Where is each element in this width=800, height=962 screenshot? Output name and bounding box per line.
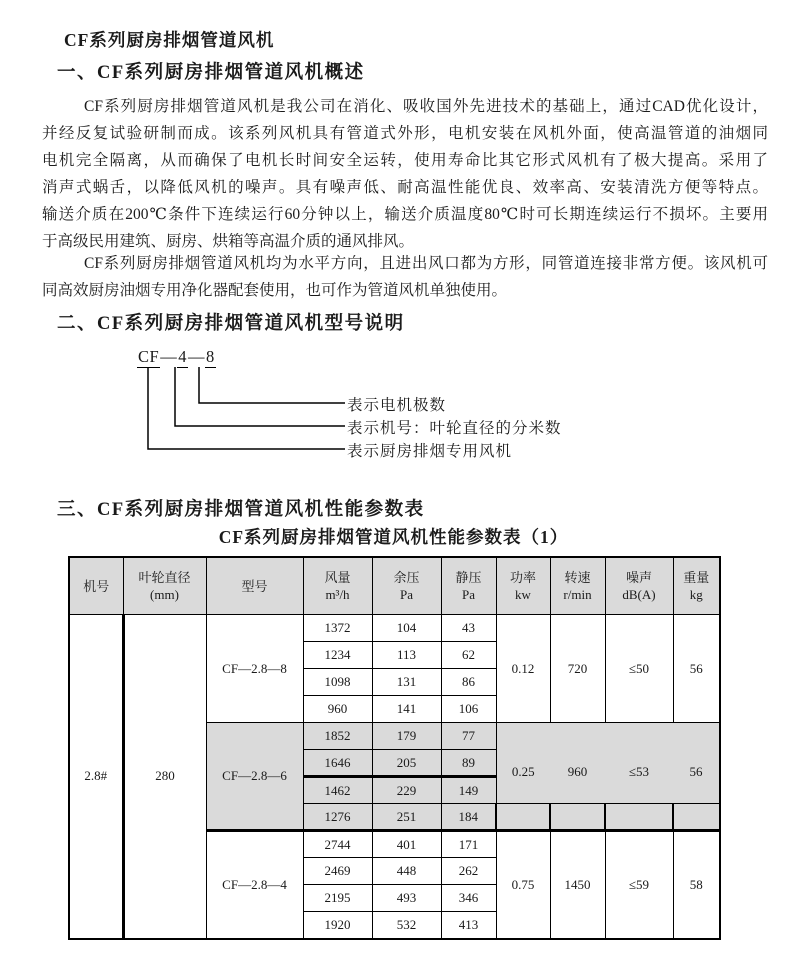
cell-machine-no: 2.8# xyxy=(69,615,123,939)
cell-residual-pressure: 532 xyxy=(372,912,441,939)
model-code xyxy=(137,347,216,367)
cell-airflow: 2469 xyxy=(303,858,372,885)
model-code-connector-lines xyxy=(140,366,350,456)
cell-residual-pressure: 493 xyxy=(372,885,441,912)
cell-weight: 56 xyxy=(673,723,720,804)
cell-airflow: 2195 xyxy=(303,885,372,912)
cell-impeller-diameter: 280 xyxy=(123,615,206,939)
cell-speed: 960 xyxy=(550,723,605,804)
cell-static-pressure: 62 xyxy=(441,642,496,669)
header-weight: 重量 kg xyxy=(673,557,720,615)
paragraph-line: 并经反复试验研制而成。该系列风机具有管道式外形，电机安装在风机外面，使高温管道的油烟同 xyxy=(42,125,768,142)
header-power: 功率 kw xyxy=(496,557,550,615)
model-label-poles: 表示电机极数 xyxy=(347,397,447,414)
paragraph-line: 输送介质在200℃条件下连续运行60分钟以上，输送介质温度80℃时可长期连续运行不损坏。主要用 xyxy=(42,206,768,223)
cell-residual-pressure: 448 xyxy=(372,858,441,885)
cell-static-pressure: 346 xyxy=(441,885,496,912)
connector-line-poles xyxy=(199,367,345,403)
model-code-part-size: 4 xyxy=(178,347,187,366)
cell-airflow: 1462 xyxy=(303,777,372,804)
cell-airflow: 960 xyxy=(303,696,372,723)
model-label-size: 表示机号：叶轮直径的分米数 xyxy=(347,420,562,437)
performance-table xyxy=(68,556,721,940)
cell-residual-pressure: 141 xyxy=(372,696,441,723)
cell-airflow: 1646 xyxy=(303,750,372,777)
header-noise: 噪声 dB(A) xyxy=(605,557,673,615)
cell-model: CF—2.8—6 xyxy=(206,723,303,831)
header-impeller-diameter: 叶轮直径 (mm) xyxy=(123,557,206,615)
section3-heading: 三、CF系列厨房排烟管道风机性能参数表 xyxy=(57,500,425,520)
cell-noise: ≤53 xyxy=(605,723,673,804)
header-static-pressure: 静压 Pa xyxy=(441,557,496,615)
paragraph-line: 于高级民用建筑、厨房、烘箱等高温介质的通风排风。 xyxy=(42,233,415,250)
cell-static-pressure: 171 xyxy=(441,831,496,858)
cell-noise: ≤59 xyxy=(605,831,673,939)
model-label-series: 表示厨房排烟专用风机 xyxy=(347,443,513,460)
cell-noise: ≤50 xyxy=(605,615,673,723)
cell-power: 0.12 xyxy=(496,615,550,723)
overview-paragraph-1 xyxy=(42,93,768,255)
cell-speed: 720 xyxy=(550,615,605,723)
cell-airflow: 2744 xyxy=(303,831,372,858)
performance-table-title: CF系列厨房排烟管道风机性能参数表（1） xyxy=(218,527,569,547)
cell-static-pressure: 86 xyxy=(441,669,496,696)
cell-airflow: 1276 xyxy=(303,804,372,831)
cell-airflow: 1852 xyxy=(303,723,372,750)
table-header-row xyxy=(69,557,720,615)
paragraph-line: 同高效厨房油烟专用净化器配套使用，也可作为管道风机单独使用。 xyxy=(42,282,508,299)
cell-static-pressure: 77 xyxy=(441,723,496,750)
table-row xyxy=(69,615,720,642)
cell-power: 0.75 xyxy=(496,831,550,939)
cell-airflow: 1920 xyxy=(303,912,372,939)
header-machine-no: 机号 xyxy=(69,557,123,615)
header-residual-pressure: 余压 Pa xyxy=(372,557,441,615)
section1-heading: 一、CF系列厨房排烟管道风机概述 xyxy=(57,63,365,83)
cell-static-pressure: 262 xyxy=(441,858,496,885)
cell-static-pressure: 149 xyxy=(441,777,496,804)
cell-weight: 58 xyxy=(673,831,720,939)
model-code-separator: — xyxy=(160,347,178,366)
paragraph-line: 电机完全隔离，从而确保了电机长时间安全运转，使用寿命比其它形式风机有了极大提高。采用了 xyxy=(42,152,768,169)
connector-line-series xyxy=(148,367,345,449)
cell-weight: 56 xyxy=(673,615,720,723)
cell-static-pressure: 184 xyxy=(441,804,496,831)
cell-power: 0.25 xyxy=(496,723,550,804)
paragraph-line: 消声式蜗舌，以降低风机的噪声。具有噪声低、耐高温性能优良、效率高、安装清洗方便等特点。 xyxy=(42,179,768,196)
cell-residual-pressure: 131 xyxy=(372,669,441,696)
grid-stub-cell xyxy=(673,804,720,831)
header-speed: 转速 r/min xyxy=(550,557,605,615)
cell-static-pressure: 106 xyxy=(441,696,496,723)
cell-residual-pressure: 229 xyxy=(372,777,441,804)
model-code-separator: — xyxy=(187,347,205,366)
paragraph-line: CF系列厨房排烟管道风机是我公司在消化、吸收国外先进技术的基础上，通过CAD优化设计， xyxy=(84,98,768,115)
grid-stub-cell xyxy=(550,804,605,831)
connector-line-size xyxy=(175,367,345,426)
cell-residual-pressure: 205 xyxy=(372,750,441,777)
overview-paragraph-2 xyxy=(42,250,768,304)
cell-airflow: 1372 xyxy=(303,615,372,642)
paragraph-line: CF系列厨房排烟管道风机均为水平方向，且进出风口都为方形，同管道连接非常方便。该风机可 xyxy=(84,255,768,272)
cell-airflow: 1234 xyxy=(303,642,372,669)
cell-residual-pressure: 104 xyxy=(372,615,441,642)
cell-model: CF—2.8—4 xyxy=(206,831,303,939)
grid-stub-cell xyxy=(605,804,673,831)
model-code-part-poles: 8 xyxy=(205,347,215,366)
cell-static-pressure: 413 xyxy=(441,912,496,939)
cell-speed: 1450 xyxy=(550,831,605,939)
header-model: 型号 xyxy=(206,557,303,615)
cell-static-pressure: 43 xyxy=(441,615,496,642)
model-code-part-series: CF xyxy=(138,347,160,366)
header-airflow: 风量 m³/h xyxy=(303,557,372,615)
grid-stub-cell xyxy=(496,804,550,831)
cell-residual-pressure: 401 xyxy=(372,831,441,858)
cell-residual-pressure: 113 xyxy=(372,642,441,669)
cell-model: CF—2.8—8 xyxy=(206,615,303,723)
document-title: CF系列厨房排烟管道风机 xyxy=(64,30,275,50)
section2-heading: 二、CF系列厨房排烟管道风机型号说明 xyxy=(57,314,405,334)
cell-static-pressure: 89 xyxy=(441,750,496,777)
cell-residual-pressure: 251 xyxy=(372,804,441,831)
cell-residual-pressure: 179 xyxy=(372,723,441,750)
cell-airflow: 1098 xyxy=(303,669,372,696)
